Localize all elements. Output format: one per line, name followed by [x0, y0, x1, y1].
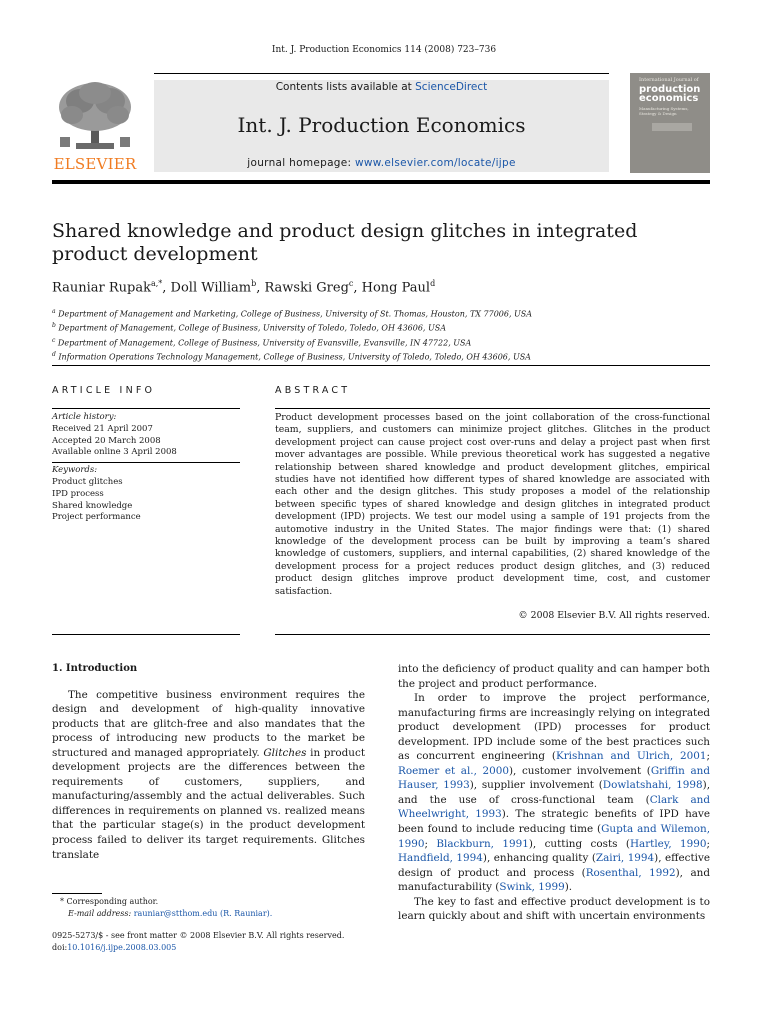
affiliation: $^a$ Department of Management and Marketing, College of Business, University of St. Thomas, Houston, TX 77006, USA	[52, 308, 533, 319]
citation-link[interactable]: Hartley, 1990	[629, 837, 707, 850]
paragraph: The competitive business environment requires the design and development of high-quality innovative products that are glitch-free and also mandates that the process of introducing new products to the market be structured and managed appropriately. Glitches in product development projects are the differences between the requirements of customers, suppliers, and manufacturing/assembly and the actual deliverables. Such differences in requirements on planned vs. realized means that the particular stage(s) in the product development process failed to deliver its target requirements. Glitches translate	[52, 688, 365, 861]
article-info-rule	[52, 408, 240, 409]
citation-link[interactable]: Griffin and Hauser, 1993	[398, 764, 710, 792]
abstract-heading: ABSTRACT	[275, 385, 351, 396]
email-line: E-mail address: rauniar@stthom.edu (R. Rauniar).	[68, 909, 273, 918]
doi-line: doi:10.1016/j.ijpe.2008.03.005	[52, 942, 177, 952]
cover-title: production economics	[639, 84, 701, 104]
affiliation: $^b$ Department of Management, College of Business, University of Toledo, Toledo, OH 43606, USA	[52, 322, 447, 334]
citation-link[interactable]: Zairi, 1994	[595, 852, 655, 865]
article-title: Shared knowledge and product design glitches in integrated product development	[52, 220, 638, 265]
spacer	[52, 677, 365, 688]
citation-link[interactable]: Blackburn, 1991	[436, 837, 529, 850]
paragraph-text: ), and manufacturability (	[398, 866, 711, 894]
paragraph-text: ), effective design of product and process (	[398, 852, 711, 879]
keywords-rule	[52, 462, 240, 463]
sciencedirect-link[interactable]: ScienceDirect	[415, 81, 488, 93]
online-date: Available online 3 April 2008	[52, 447, 177, 458]
abstract-copyright: © 2008 Elsevier B.V. All rights reserved.	[518, 610, 710, 621]
abstract-rule	[275, 408, 710, 409]
cover-line-1: International Journal of	[639, 77, 699, 83]
paragraph: into the deficiency of product quality and can hamper both the project and product performance.	[398, 663, 710, 690]
abstract-text: Product development processes based on the joint collaboration of the cross-functional team, suppliers, and customers can minimize project glitches. Glitches in the product development project can cause project cost over-runs and delay a project past when first mover advantages are possible. While previous theoretical work has suggested a negative relationship between shared knowledge and product development glitches, empirical studies have not identified how different types of shared knowledge are associated with each other and the design glitches. This study proposes a model of the relationship between specific types of shared knowledge and design glitches in integrated product development (IPD) projects. We test our model using a sample of 191 projects from the automotive industry in the United States. The major findings were that: (1) shared knowledge of the development process can be built by improving a team’s shared knowledge of customers, suppliers, and internal capabilities, (2) shared knowledge of the development process for a project reduces product design glitches, and (3) reduced product design glitches improve product development time, cost, and customer satisfaction.	[275, 412, 710, 597]
footnote	[52, 896, 365, 920]
affiliation: $^d$ Information Operations Technology Management, College of Business, University of Toledo, Toledo, OH 43606, USA	[52, 351, 531, 362]
body-column-right	[398, 662, 710, 924]
article-info-heading: ARTICLE INFO	[52, 385, 156, 396]
paragraph: The key to fast and effective product development is to learn quickly about and shift with uncertain environments	[398, 895, 710, 923]
issn-block	[52, 930, 372, 953]
issn-line: 0925-5273/$ - see front matter © 2008 Elsevier B.V. All rights reserved.	[52, 931, 345, 940]
abstract-bottom-rule	[275, 634, 710, 635]
paragraph-text: ). The strategic benefits of IPD have been found to include reducing time (	[398, 808, 710, 836]
author-name: Rauniar Rupak	[52, 280, 151, 296]
citation-link[interactable]: Roemer et al., 2000	[398, 764, 509, 777]
paragraph-text: ), supplier involvement (	[469, 779, 603, 792]
paragraph-text: ), enhancing quality (	[482, 852, 596, 865]
paragraph-text: ).	[564, 881, 573, 894]
author-list: Rauniar Rupak$^{a,*}$, Doll William$^b$, Rawski Greg$^c$, Hong Paul$^d$	[52, 279, 436, 296]
journal-cover-thumbnail[interactable]	[630, 73, 710, 173]
section-title: 1. Introduction	[52, 663, 138, 674]
accepted-date: Accepted 20 March 2008	[52, 435, 161, 446]
citation-link[interactable]: Handfield, 1994	[398, 852, 483, 865]
author-sup[interactable]: c	[348, 279, 354, 288]
article-info-bottom-rule	[52, 634, 240, 635]
citation-link[interactable]: Rosenthal, 1992	[585, 866, 676, 879]
author-sup[interactable]: a,*	[150, 279, 163, 288]
cover-strip	[652, 123, 692, 131]
history-label: Article history:	[52, 412, 117, 422]
author-name: Doll William	[170, 280, 252, 296]
paragraph-text: ;	[706, 750, 710, 763]
paragraph-text: ), cutting costs (	[528, 837, 630, 850]
contents-line	[154, 81, 609, 93]
keyword: Shared knowledge	[52, 500, 133, 511]
keyword: Product glitches	[52, 476, 123, 487]
journal-banner	[154, 80, 609, 172]
author-name: Rawski Greg	[264, 280, 349, 296]
received-date: Received 21 April 2007	[52, 423, 153, 434]
running-header: Int. J. Production Economics 114 (2008) 723–736	[271, 45, 497, 55]
elsevier-tree-icon	[52, 79, 138, 153]
paragraph-text: ), and the use of cross-functional team (	[398, 779, 711, 806]
homepage-prefix: journal homepage:	[247, 157, 356, 169]
affiliations-rule	[52, 365, 710, 366]
citation-link[interactable]: Gupta and Wilemon, 1990	[398, 823, 710, 850]
citation-link[interactable]: Swink, 1999	[499, 881, 565, 894]
author-name: Hong Paul	[361, 280, 431, 296]
elsevier-wordmark: ELSEVIER	[53, 155, 137, 173]
footnote-rule	[52, 893, 102, 894]
article-info	[52, 412, 240, 524]
affiliation: $^c$ Department of Management, College of Business, University of Evansville, Evansville, IN 47722, USA	[52, 336, 472, 348]
paragraph-with-citations	[398, 691, 710, 895]
contents-prefix: Contents lists available at	[275, 81, 416, 93]
keyword: IPD process	[52, 488, 104, 499]
citation-link[interactable]: Krishnan and Ulrich, 2001	[555, 750, 707, 763]
homepage-line	[154, 157, 609, 169]
header-top-rule	[154, 73, 609, 74]
cover-line-3: Manufacturing Systems, Strategy & Design	[639, 106, 689, 116]
author-sup[interactable]: d	[430, 279, 436, 288]
keywords-label: Keywords:	[52, 465, 98, 476]
affiliations	[52, 306, 532, 363]
author-sup[interactable]: b	[251, 279, 257, 288]
citation-link[interactable]: Clark and Wheelwright, 1993	[398, 793, 710, 821]
header-bottom-rule	[52, 180, 710, 184]
paragraph-text: ), customer involvement (	[508, 764, 651, 777]
homepage-link[interactable]: www.elsevier.com/locate/ijpe	[355, 157, 516, 169]
paragraph-text: ;	[424, 837, 437, 850]
keyword: Project performance	[52, 512, 141, 523]
email-link[interactable]: rauniar@stthom.edu	[133, 909, 218, 918]
elsevier-logo[interactable]	[52, 79, 138, 175]
paragraph-text: ;	[706, 837, 710, 850]
doi-link[interactable]: 10.1016/j.ijpe.2008.03.005	[67, 942, 177, 952]
body-column-left	[52, 662, 365, 862]
paragraph-text: In order to improve the project performance, manufacturing firms are increasingly relying on integrated product development (IPD) processes for product development. IPD include some of the best practices such as concurrent engineering (	[398, 692, 710, 763]
journal-title: Int. J. Production Economics	[237, 113, 526, 137]
corresponding-author-note: * Corresponding author.	[60, 897, 159, 906]
citation-link[interactable]: Dowlatshahi, 1998	[602, 779, 703, 792]
